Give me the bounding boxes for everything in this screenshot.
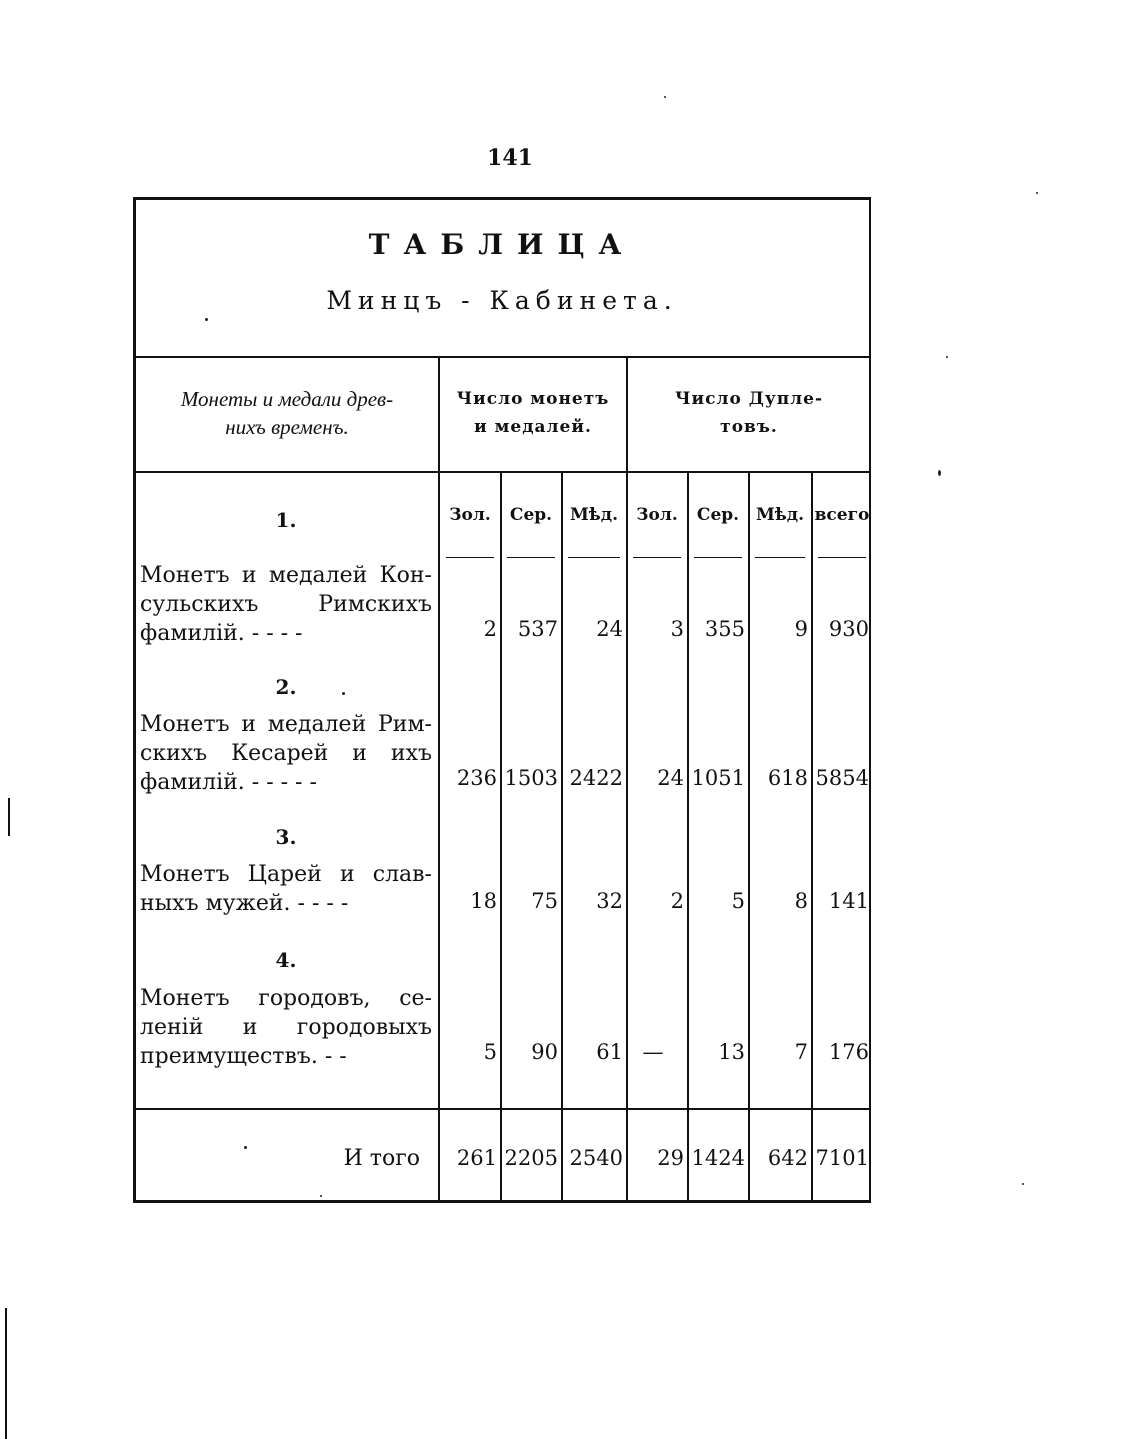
row-label-line: преимуществъ. - - (140, 1044, 347, 1069)
total-silver: 2205 (504, 1146, 558, 1170)
cell-total: 141 (828, 889, 869, 913)
total-gold: 261 (456, 1146, 497, 1170)
subheader-dup-gold: Зол. (636, 505, 678, 525)
edge-mark (8, 798, 10, 836)
rule-above-total (136, 1108, 870, 1110)
row-number: 3. (275, 825, 297, 849)
cell-silver: 537 (517, 617, 558, 641)
page-number: 141 (487, 145, 533, 171)
row-number: 4. (275, 948, 297, 972)
cell-silver: 1503 (504, 766, 558, 790)
cell-dup-silver: 13 (718, 1040, 745, 1064)
cell-dup-copper: 7 (794, 1040, 808, 1064)
cell-dup-gold: — (642, 1040, 664, 1064)
rule-under-header (136, 471, 870, 473)
subheader-rule-3 (568, 557, 620, 558)
row-label-line: фамилій. - - - - - (140, 770, 317, 795)
scan-speck (244, 1146, 247, 1149)
cell-silver: 75 (531, 889, 558, 913)
cell-dup-silver: 355 (704, 617, 745, 641)
header-coins-and-medals (140, 385, 434, 441)
edge-mark (5, 1308, 7, 1439)
header-group2-line2: товъ. (720, 417, 778, 437)
cell-dup-copper: 9 (794, 617, 808, 641)
scan-speck (205, 318, 208, 321)
vline-col-5 (687, 473, 689, 1201)
subheader-rule-4 (633, 557, 681, 558)
row-label (140, 860, 432, 918)
vline-col-7 (811, 473, 813, 1201)
cell-dup-gold: 2 (670, 889, 684, 913)
subheader-rule-6 (755, 557, 805, 558)
subheader-total: всего (814, 505, 870, 525)
total-dup-copper: 642 (767, 1146, 808, 1170)
row-label-line: скихъ Кесарей и ихъ (140, 741, 432, 766)
table-title: ТАБЛИЦА (368, 228, 636, 261)
cell-dup-gold: 3 (670, 617, 684, 641)
scan-speck (320, 1195, 322, 1197)
cell-copper: 2422 (569, 766, 623, 790)
subheader-rule-7 (818, 557, 866, 558)
vline-col-6 (748, 473, 750, 1201)
subheader-rule-5 (694, 557, 742, 558)
cell-dup-silver: 5 (731, 889, 745, 913)
total-label: И того (343, 1146, 420, 1171)
row-label-line: Монетъ и медалей Рим- (140, 712, 432, 737)
subheader-rule-1 (446, 557, 494, 558)
row-label-line: Монетъ и медалей Кон- (140, 563, 432, 588)
cell-dup-silver: 1051 (691, 766, 745, 790)
cell-gold: 5 (483, 1040, 497, 1064)
cell-dup-copper: 8 (794, 889, 808, 913)
header-group1-line2: и медалей. (474, 417, 592, 437)
table-subtitle: Минцъ - Кабинета. (326, 286, 678, 315)
row-label-line: Монетъ городовъ, се- (140, 986, 432, 1011)
scan-speck (938, 470, 941, 476)
cell-gold: 18 (470, 889, 497, 913)
row-label-line: Монетъ Царей и слав- (140, 862, 432, 887)
row-label-line: фамилій. - - - - (140, 621, 303, 646)
cell-silver: 90 (531, 1040, 558, 1064)
subheader-dup-copper: Мѣд. (755, 505, 805, 525)
subheader-silver: Сер. (509, 505, 553, 525)
total-dup-gold: 29 (657, 1146, 684, 1170)
vline-label (438, 358, 440, 1201)
row-number: 2. (275, 675, 297, 699)
header-number-of-coins (442, 385, 624, 441)
vline-col-3 (561, 473, 563, 1201)
scan-speck (946, 356, 948, 358)
subheader-dup-silver: Сер. (696, 505, 740, 525)
header-group2-line1: Число Дупле- (674, 389, 824, 409)
total-all: 7101 (815, 1146, 869, 1170)
cell-copper: 32 (596, 889, 623, 913)
rule-under-title (136, 356, 870, 358)
row-label-line: сульскихъ Римскихъ (140, 592, 432, 617)
scan-speck (1036, 192, 1038, 194)
header-number-of-duplicates (630, 385, 868, 441)
row-label-line: ныхъ мужей. - - - - (140, 891, 349, 916)
cell-copper: 24 (596, 617, 623, 641)
scan-speck (664, 96, 666, 98)
cell-copper: 61 (596, 1040, 623, 1064)
row-label-line: леній и городовыхъ (140, 1015, 432, 1040)
row-label (140, 561, 432, 648)
cell-total: 176 (828, 1040, 869, 1064)
cell-total: 5854 (815, 766, 869, 790)
scan-speck (1022, 1183, 1024, 1185)
cell-dup-copper: 618 (767, 766, 808, 790)
vline-col-2 (500, 473, 502, 1201)
row-label (140, 710, 432, 797)
header-group1-line1: Число монетъ (456, 389, 610, 409)
subheader-rule-2 (507, 557, 555, 558)
total-dup-silver: 1424 (691, 1146, 745, 1170)
row-label (140, 984, 432, 1071)
header-col1-line2: нихъ временъ. (225, 415, 349, 439)
row-number: 1. (275, 508, 297, 532)
subheader-copper: Мѣд. (569, 505, 619, 525)
cell-gold: 2 (483, 617, 497, 641)
total-copper: 2540 (569, 1146, 623, 1170)
cell-dup-gold: 24 (657, 766, 684, 790)
cell-gold: 236 (456, 766, 497, 790)
cell-total: 930 (828, 617, 869, 641)
subheader-gold: Зол. (449, 505, 491, 525)
scan-speck (342, 692, 345, 695)
header-col1-line1: Монеты и медали древ- (180, 387, 394, 411)
